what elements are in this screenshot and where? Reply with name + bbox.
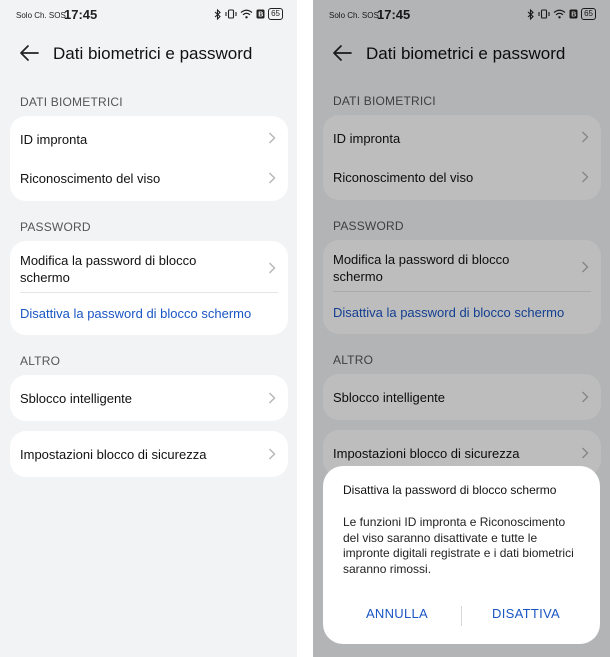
status-time: 17:45 (64, 7, 98, 22)
svg-text:B: B (571, 11, 577, 19)
chevron-right-icon (268, 262, 276, 274)
row-label: Riconoscimento del viso (333, 170, 474, 185)
carrier-label: Solo Ch. SOS (16, 11, 66, 20)
section-label-password: PASSWORD (20, 220, 91, 234)
status-time: 17:45 (377, 7, 411, 22)
back-arrow-icon[interactable] (18, 44, 40, 62)
carrier-label: Solo Ch. SOS (329, 11, 379, 20)
row-label: ID impronta (333, 131, 401, 146)
chevron-right-icon (268, 132, 276, 144)
card-smart-unlock (10, 375, 288, 421)
card-security-lock (10, 431, 288, 477)
battery-indicator: 65 (581, 8, 596, 20)
section-label-biometric: DATI BIOMETRICI (20, 95, 123, 109)
wifi-icon (240, 9, 253, 19)
page-title: Dati biometrici e password (366, 44, 566, 63)
row-label: Impostazioni blocco di sicurezza (333, 446, 520, 461)
row-label (20, 252, 258, 286)
row-security-lock-settings[interactable] (10, 431, 288, 477)
svg-text:B: B (258, 11, 264, 19)
chevron-right-icon (268, 392, 276, 404)
row-label: Impostazioni blocco di sicurezza (20, 447, 207, 462)
status-icons (214, 8, 283, 20)
row-label: Sblocco intelligente (333, 390, 446, 405)
row-smart-unlock[interactable] (10, 375, 288, 421)
header (0, 36, 297, 72)
row-label: Riconoscimento del viso (20, 171, 161, 186)
section-label-biometric: DATI BIOMETRICI (333, 94, 436, 108)
card-biometric (10, 116, 288, 201)
chevron-right-icon (268, 448, 276, 460)
disable-password-link: Disattiva la password di blocco schermo (20, 306, 252, 321)
phone-screen-dialog (313, 0, 610, 657)
disable-button[interactable]: DISATTIVA (492, 606, 560, 621)
chevron-right-icon (268, 172, 276, 184)
battery-indicator: 65 (268, 8, 283, 20)
row-label: Sblocco intelligente (20, 391, 133, 406)
page-title: Dati biometrici e password (53, 44, 253, 63)
status-bar (0, 0, 297, 30)
row-disable-lock-password[interactable] (10, 293, 288, 335)
cancel-button[interactable]: ANNULLA (365, 606, 429, 621)
phone-screen-settings (0, 0, 297, 657)
row-face-recognition[interactable] (10, 160, 288, 201)
row-label-line2: schermo (20, 270, 70, 285)
bluetooth-icon (214, 9, 222, 20)
row-label-line1: Modifica la password di blocco (333, 252, 510, 267)
row-label-line1: Modifica la password di blocco (20, 253, 197, 268)
section-label-other: ALTRO (333, 353, 374, 367)
section-label-password: PASSWORD (333, 219, 404, 233)
row-fingerprint-id[interactable] (10, 116, 288, 160)
confirm-dialog (323, 466, 600, 644)
dialog-message: Le funzioni ID impronta e Riconoscimento del viso saranno disattivate e tutte le impronte digitali registrate e i dati biometrici saranno rimossi. (343, 515, 574, 576)
row-change-lock-password[interactable] (10, 241, 288, 292)
dialog-title: Disattiva la password di blocco schermo (343, 483, 557, 497)
card-password (10, 241, 288, 335)
disable-password-link: Disattiva la password di blocco schermo (333, 305, 565, 320)
section-label-other: ALTRO (20, 354, 61, 368)
vibrate-icon (225, 9, 237, 19)
nfc-icon (256, 9, 265, 19)
row-label-line2: schermo (333, 269, 383, 284)
row-label: ID impronta (20, 132, 88, 147)
button-separator (461, 606, 462, 626)
